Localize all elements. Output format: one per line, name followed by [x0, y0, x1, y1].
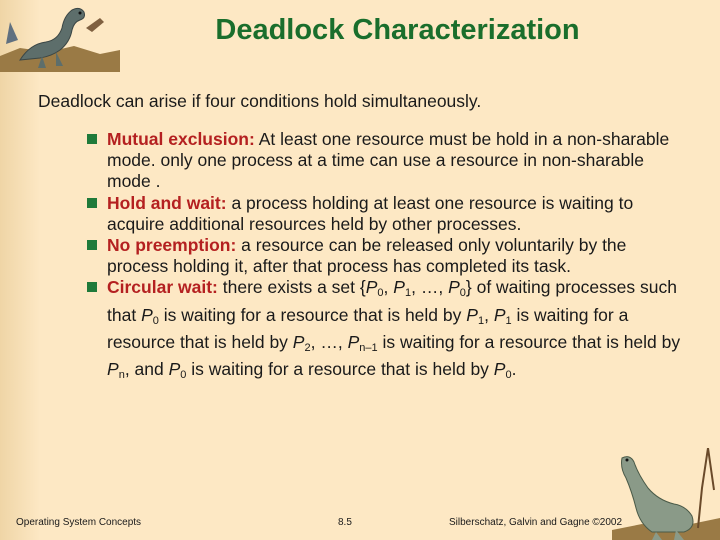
square-bullet-icon: [87, 134, 97, 144]
bullet-term: Hold and wait:: [107, 192, 227, 213]
bullet-text: a resource can be released only voluntarily by the process holding it, after that process has completed its task.: [107, 235, 627, 277]
intro-text: Deadlock can arise if four conditions hold simultaneously.: [38, 91, 482, 111]
dinosaur-logo-bottom: [612, 448, 720, 540]
bullet-circular-wait: Circular wait: there exists a set {$P_0$, $P_1$, …, $P_0$} of waiting processes such that $P_0$ is waiting for a resource that is held by $P_1$, $P_1$ is waiting for a resource that is held by $P_2$, …, $P_{n-1}$ is waiting for a resource that is held by $P_n$, and $P_0$ is waiting for a resource that is held by $P_0$.: [87, 277, 687, 386]
bullet-text: a process holding at least one resource is waiting to acquire additional resources held by other processes.: [107, 192, 634, 234]
bullet-text: At least one resource must be hold in a non-sharable mode. only one process at a time can use a resource in non-sharable mode .: [107, 129, 670, 192]
square-bullet-icon: [87, 198, 97, 208]
bullet-term: Circular wait:: [107, 277, 218, 298]
bullet-term: Mutual exclusion:: [107, 129, 255, 149]
square-bullet-icon: [87, 240, 97, 250]
bullet-mutual-exclusion: [87, 129, 687, 193]
footer-page-number: 8.5: [338, 517, 352, 528]
conditions-list: [87, 129, 687, 386]
square-bullet-icon: [87, 282, 97, 292]
bullet-no-preemption: [87, 235, 687, 277]
bullet-term: No preemption:: [107, 235, 237, 256]
footer-authors: Silberschatz, Galvin and Gagne ©2002: [449, 517, 623, 528]
footer-book-title: Operating System Concepts: [16, 517, 142, 528]
bullet-hold-and-wait: [87, 193, 687, 235]
slide-title: Deadlock Characterization: [215, 14, 580, 46]
dinosaur-logo-top: [0, 0, 120, 72]
